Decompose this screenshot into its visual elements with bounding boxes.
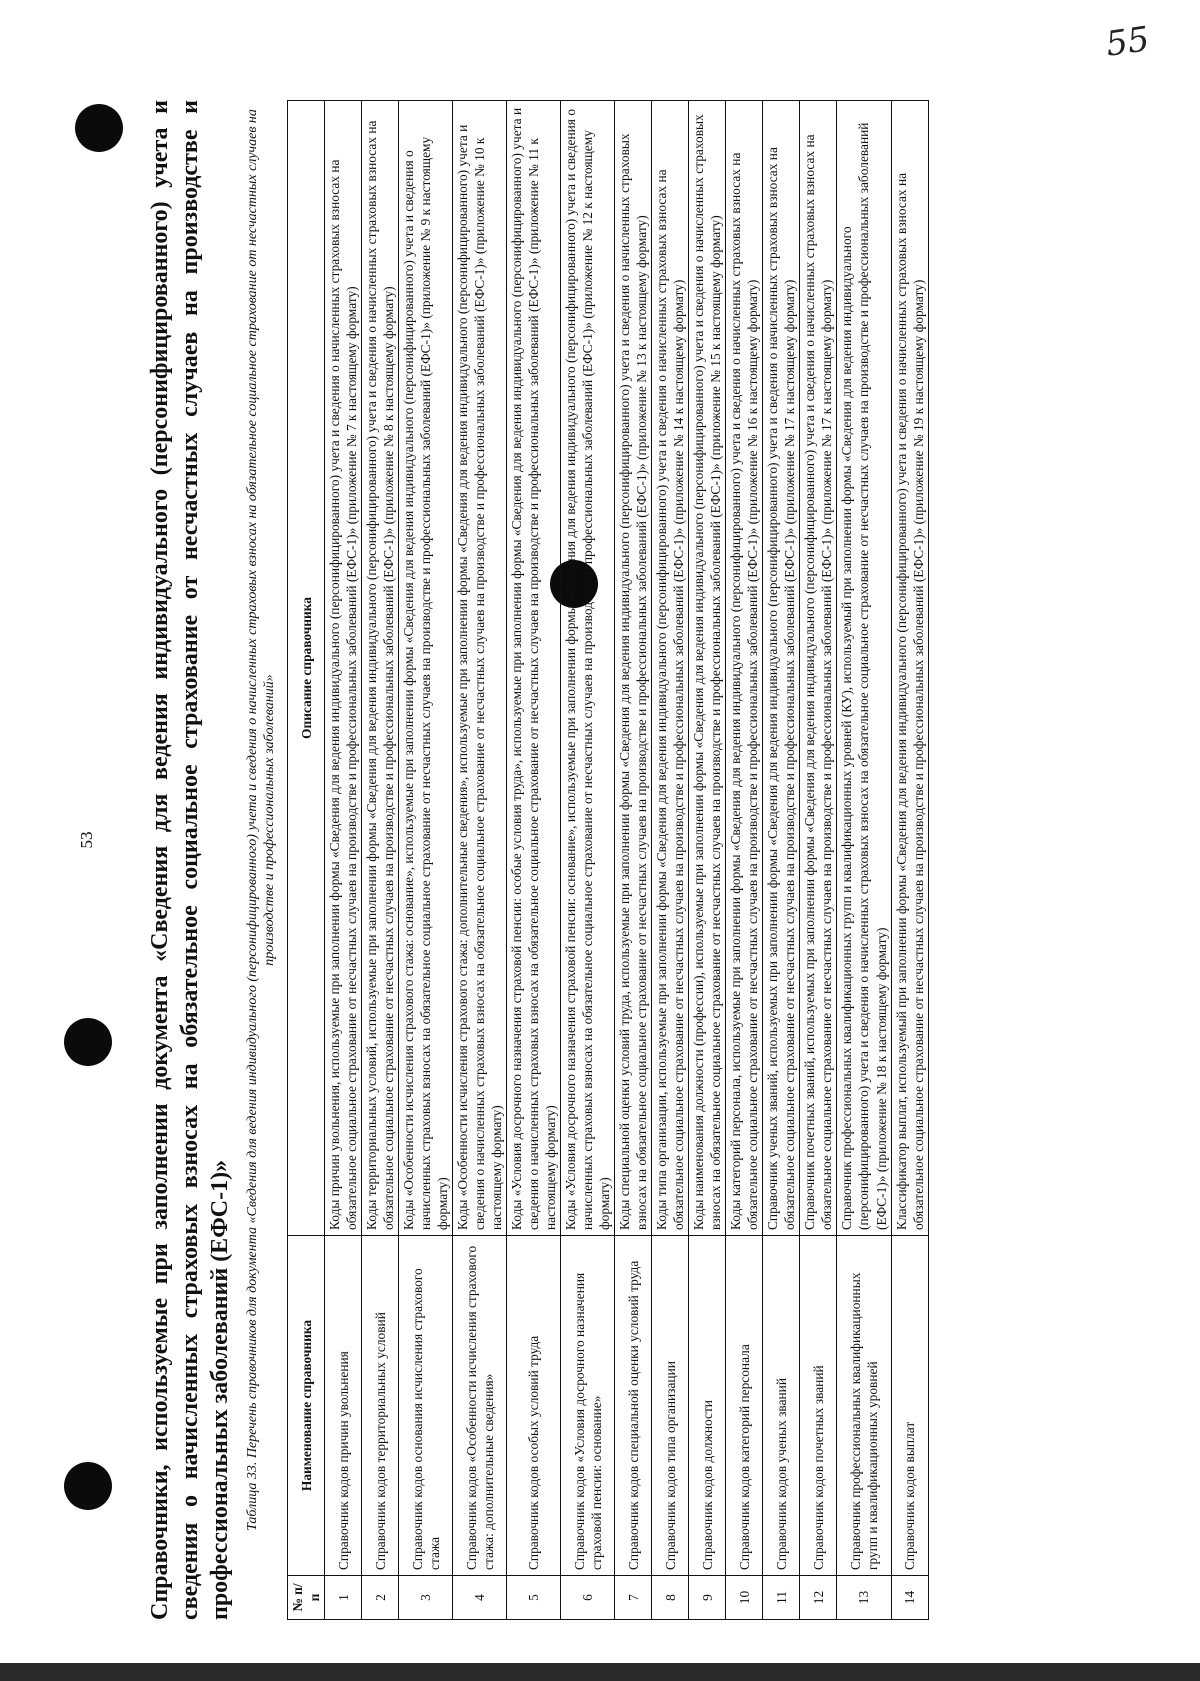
- row-description: Коды «Особенности исчисления страхового стажа: дополнительные сведения», используемые при заполнении формы «Сведения для ведения индивидуального (персонифицированного) учета и сведения о начисленных страховых взносах на обязательное социальное страхование от несчастных случаев на производстве и профессиональных заболеваний (ЕФС-1)» (приложение № 10 к настоящему формату): [453, 101, 507, 1236]
- row-number: 3: [399, 1576, 453, 1620]
- row-description: Коды категорий персонала, используемые при заполнении формы «Сведения для ведения индивидуального (персонифицированного) учета и сведения о начисленных страховых взносах на обязательное социальное страхование от несчастных случаев на производстве и профессиональных заболеваний (ЕФС-1)» (приложение № 16 к настоящему формату): [726, 101, 763, 1236]
- row-description: Справочник почетных званий, используемых при заполнении формы «Сведения для ведения индивидуального (персонифицированного) учета и сведения о начисленных страховых взносах на обязательное социальное страхование от несчастных случаев на производстве и профессиональных заболеваний (ЕФС-1)» (приложение № 17 к настоящему формату): [800, 101, 837, 1236]
- row-name: Справочник кодов ученых званий: [763, 1236, 800, 1576]
- scan-bottom-edge: [0, 1663, 1200, 1681]
- table-caption: Таблица 33. Перечень справочников для документа «Сведения для ведения индивидуального (персонифицированного) учета и сведения о начисленных страховых взносах на обязательное социальное страхование от несчастных случаев на производстве и профессиональных заболеваний»: [245, 109, 277, 1531]
- header-number: № п/п: [288, 1576, 325, 1620]
- table-row: [561, 101, 615, 1620]
- row-name: Справочник профессиональных квалификационных групп и квалификационных уровней: [837, 1236, 891, 1576]
- table-row: [891, 101, 928, 1620]
- row-description: Коды причин увольнения, используемые при заполнении формы «Сведения для ведения индивидуального (персонифицированного) учета и сведения о начисленных страховых взносах на обязательное социальное страхование от несчастных случаев на производстве и профессиональных заболеваний (ЕФС-1)» (приложение № 7 к настоящему формату): [325, 101, 362, 1236]
- header-name: Наименование справочника: [288, 1236, 325, 1576]
- row-name: Справочник кодов причин увольнения: [325, 1236, 362, 1576]
- row-number: 2: [362, 1576, 399, 1620]
- row-name: Справочник кодов почетных званий: [800, 1236, 837, 1576]
- row-number: 10: [726, 1576, 763, 1620]
- row-description: Коды территориальных условий, используемые при заполнении формы «Сведения для ведения индивидуального (персонифицированного) учета и сведения о начисленных страховых взносах на обязательное социальное страхование от несчастных случаев на производстве и профессиональных заболеваний (ЕФС-1)» (приложение № 8 к настоящему формату): [362, 101, 399, 1236]
- row-number: 5: [507, 1576, 561, 1620]
- table-row: [763, 101, 800, 1620]
- row-number: 13: [837, 1576, 891, 1620]
- row-name: Справочник кодов специальной оценки условий труда: [615, 1236, 652, 1576]
- row-number: 6: [561, 1576, 615, 1620]
- row-description: Справочник ученых званий, используемых при заполнении формы «Сведения для ведения индивидуального (персонифицированного) учета и сведения о начисленных страховых взносах на обязательное социальное страхование от несчастных случаев на производстве и профессиональных заболеваний (ЕФС-1)» (приложение № 17 к настоящему формату): [763, 101, 800, 1236]
- row-number: 14: [891, 1576, 928, 1620]
- row-number: 9: [689, 1576, 726, 1620]
- table-row: [800, 101, 837, 1620]
- row-name: Справочник кодов выплат: [891, 1236, 928, 1576]
- table-row: [453, 101, 507, 1620]
- row-description: Коды «Особенности исчисления страхового стажа: основание», используемые при заполнении формы «Сведения для ведения индивидуального (персонифицированного) учета и сведения о начисленных страховых взносах на обязательное социальное страхование от несчастных случаев на производстве и профессиональных заболеваний (ЕФС-1)» (приложение № 9 к настоящему формату): [399, 101, 453, 1236]
- table-row: [652, 101, 689, 1620]
- document-title: Справочники, используемые при заполнении документа «Сведения для ведения индивидуального (персонифицированного) учета и сведения о начисленных страховых взносах на обязательное социальное страхование от несчастных случаев на производстве и профессиональных заболеваний (ЕФС-1)»: [147, 100, 233, 1620]
- row-name: Справочник кодов «Условия досрочного назначения страховой пенсии: основание»: [561, 1236, 615, 1576]
- table-row: [399, 101, 453, 1620]
- page-number: 53: [77, 831, 96, 849]
- row-description: Коды «Условия досрочного назначения страховой пенсии: особые условия труда», используемые при заполнении формы «Сведения для ведения индивидуального (персонифицированного) учета и сведения о начисленных страховых взносах на обязательное социальное страхование от несчастных случаев на производстве и профессиональных заболеваний (ЕФС-1)» (приложение № 11 к настоящему формату): [507, 101, 561, 1236]
- row-name: Справочник кодов основания исчисления страхового стажа: [399, 1236, 453, 1576]
- row-description: Коды типа организации, используемые при заполнении формы «Сведения для ведения индивидуального (персонифицированного) учета и сведения о начисленных страховых взносах на обязательное социальное страхование от несчастных случаев на производстве и профессиональных заболеваний (ЕФС-1)» (приложение № 14 к настоящему формату): [652, 101, 689, 1236]
- row-name: Справочник кодов типа организации: [652, 1236, 689, 1576]
- row-description: Справочник профессиональных квалификационных групп и квалификационных уровней (КУ), используемый при заполнении формы «Сведения для ведения индивидуального (персонифицированного) учета и сведения о начисленных страховых взносах на обязательное социальное страхование от несчастных случаев на производстве и профессиональных заболеваний (ЕФС-1)» (приложение № 18 к настоящему формату): [837, 101, 891, 1236]
- table-row: [362, 101, 399, 1620]
- row-number: 1: [325, 1576, 362, 1620]
- row-name: Справочник кодов особых условий труда: [507, 1236, 561, 1576]
- row-number: 11: [763, 1576, 800, 1620]
- table-row: [726, 101, 763, 1620]
- table-row: [507, 101, 561, 1620]
- row-description: Коды «Условия досрочного назначения страховой пенсии: основание», используемые при заполнении формы «Сведения для ведения индивидуального (персонифицированного) учета и сведения о начисленных страховых взносах на обязательное социальное страхование от несчастных случаев на производстве и профессиональных заболеваний (ЕФС-1)» (приложение № 12 к настоящему формату): [561, 101, 615, 1236]
- table-row: [689, 101, 726, 1620]
- table-row: [325, 101, 362, 1620]
- header-description: Описание справочника: [288, 101, 325, 1236]
- row-number: 7: [615, 1576, 652, 1620]
- reference-table: [287, 100, 929, 1620]
- table-header-row: [288, 101, 325, 1620]
- handwritten-page-number: 55: [1103, 19, 1152, 65]
- row-name: Справочник кодов территориальных условий: [362, 1236, 399, 1576]
- row-number: 4: [453, 1576, 507, 1620]
- table-row: [615, 101, 652, 1620]
- row-description: Коды наименования должности (профессии), используемые при заполнении формы «Сведения для ведения индивидуального (персонифицированного) учета и сведения о начисленных страховых взносах на обязательное социальное страхование от несчастных случаев на производстве и профессиональных заболеваний (ЕФС-1)» (приложение № 15 к настоящему формату): [689, 101, 726, 1236]
- row-name: Справочник кодов должности: [689, 1236, 726, 1576]
- row-description: Коды специальной оценки условий труда, используемые при заполнении формы «Сведения для ведения индивидуального (персонифицированного) учета и сведения о начисленных страховых взносах на обязательное социальное страхование от несчастных случаев на производстве и профессиональных заболеваний (ЕФС-1)» (приложение № 13 к настоящему формату): [615, 101, 652, 1236]
- rotated-document-page: [77, 60, 1200, 1620]
- row-name: Справочник кодов категорий персонала: [726, 1236, 763, 1576]
- row-name: Справочник кодов «Особенности исчисления страхового стажа: дополнительные сведения»: [453, 1236, 507, 1576]
- row-description: Классификатор выплат, используемый при заполнении формы «Сведения для ведения индивидуального (персонифицированного) учета и сведения о начисленных страховых взносах на обязательное социальное страхование от несчастных случаев на производстве и профессиональных заболеваний (ЕФС-1)» (приложение № 19 к настоящему формату): [891, 101, 928, 1236]
- row-number: 12: [800, 1576, 837, 1620]
- table-row: [837, 101, 891, 1620]
- row-number: 8: [652, 1576, 689, 1620]
